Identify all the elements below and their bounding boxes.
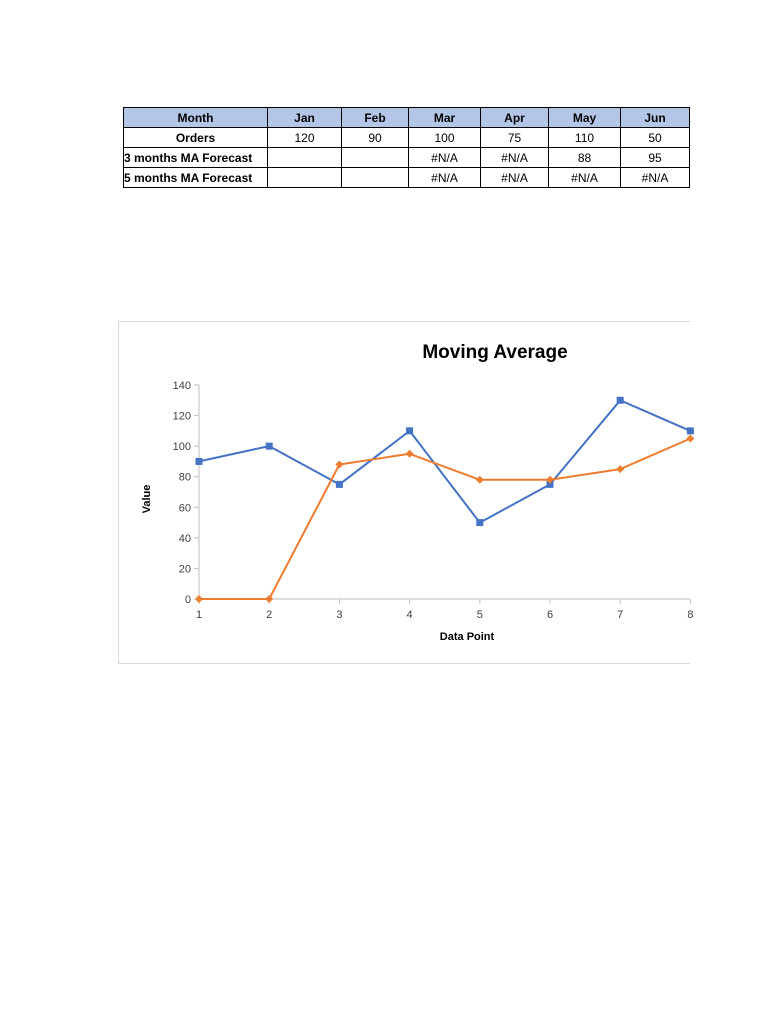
data-point-square — [617, 397, 624, 404]
table-cell: 95 — [621, 148, 690, 168]
data-point-square — [266, 443, 273, 450]
data-point-diamond — [476, 476, 484, 484]
data-point-diamond — [616, 465, 624, 473]
data-table — [123, 107, 690, 188]
y-tick-label: 80 — [178, 471, 191, 484]
y-tick-label: 140 — [172, 380, 191, 392]
row-label: 5 months MA Forecast — [124, 168, 268, 188]
table-cell: #N/A — [409, 168, 481, 188]
x-tick-label: 5 — [476, 609, 483, 621]
y-tick-label: 20 — [178, 563, 191, 576]
data-point-diamond — [335, 460, 343, 468]
axes — [173, 380, 694, 621]
data-point-diamond — [195, 595, 203, 603]
table-cell — [342, 148, 409, 168]
line-chart — [119, 322, 694, 663]
x-tick-label: 1 — [195, 609, 203, 621]
data-point-square — [687, 427, 694, 434]
y-tick-label: 40 — [178, 532, 191, 545]
header-cell-apr: Apr — [481, 108, 549, 128]
row-label: Orders — [124, 128, 268, 148]
y-tick-label: 120 — [172, 410, 191, 423]
x-tick-label: 3 — [336, 609, 343, 621]
x-tick-label: 7 — [617, 609, 624, 621]
table-cell: 120 — [268, 128, 342, 148]
y-tick-label: 60 — [178, 502, 191, 515]
table-cell — [268, 148, 342, 168]
header-cell-mar: Mar — [409, 108, 481, 128]
data-point-square — [336, 481, 343, 488]
header-cell-jan: Jan — [268, 108, 342, 128]
y-tick-label: 100 — [172, 441, 191, 454]
header-cell-may: May — [549, 108, 621, 128]
header-cell-feb: Feb — [342, 108, 409, 128]
x-axis-label: Data Point — [439, 631, 495, 643]
table-cell — [268, 168, 342, 188]
series-line-2 — [199, 439, 690, 600]
data-point-diamond — [406, 450, 414, 458]
table-cell: 110 — [549, 128, 621, 148]
table-header-row — [124, 108, 690, 128]
data-point-square — [196, 458, 203, 465]
header-cell-jun: Jun — [621, 108, 690, 128]
table-cell: #N/A — [481, 168, 549, 188]
table-cell: #N/A — [549, 168, 621, 188]
table-row-orders — [124, 128, 690, 148]
x-tick-label: 6 — [546, 609, 554, 621]
y-tick-label: 0 — [184, 594, 191, 606]
series-line-1 — [199, 400, 690, 522]
series-layer — [195, 397, 694, 603]
data-point-square — [476, 519, 483, 526]
data-point-square — [406, 427, 413, 434]
table-cell — [342, 168, 409, 188]
data-point-diamond — [265, 595, 273, 603]
data-point-diamond — [686, 435, 694, 443]
x-tick-label: 8 — [687, 609, 694, 621]
table-row-5-month-ma — [124, 168, 690, 188]
table-cell: 90 — [342, 128, 409, 148]
table-cell: #N/A — [481, 148, 549, 168]
table-row-3-month-ma — [124, 148, 690, 168]
table-cell: #N/A — [621, 168, 690, 188]
table-cell: 88 — [549, 148, 621, 168]
table-cell: 75 — [481, 128, 549, 148]
chart-title: Moving Average — [422, 342, 568, 363]
table-cell: 50 — [621, 128, 690, 148]
chart-area — [118, 321, 694, 664]
row-label: 3 months MA Forecast — [124, 148, 268, 168]
x-tick-label: 4 — [406, 609, 413, 621]
x-tick-label: 2 — [266, 609, 273, 621]
y-axis-label: Value — [141, 484, 153, 514]
table-cell: #N/A — [409, 148, 481, 168]
table-cell: 100 — [409, 128, 481, 148]
header-cell-month: Month — [124, 108, 268, 128]
